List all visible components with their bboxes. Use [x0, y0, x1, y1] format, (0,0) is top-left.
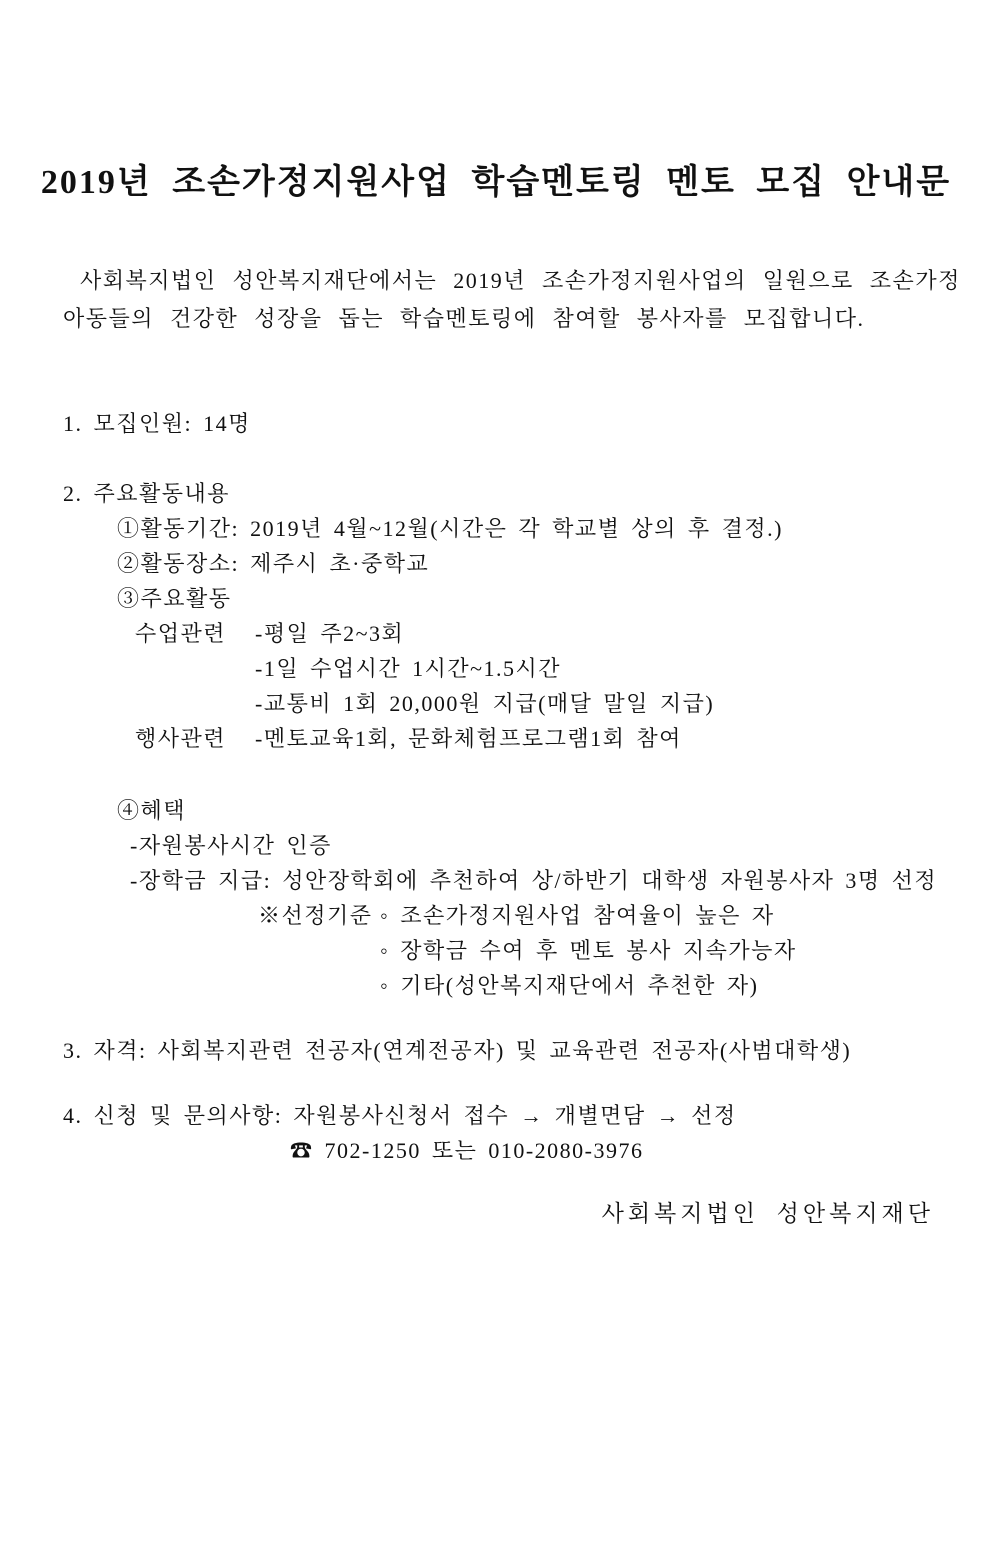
- section-1-recruitment-count: 1. 모집인원: 14명: [63, 411, 251, 436]
- section-2-item-3-heading: ③주요활동: [117, 586, 232, 611]
- criteria-label: ※선정기준: [258, 903, 373, 928]
- section-2-item-1-period: ①활동기간: 2019년 4월~12월(시간은 각 학교별 상의 후 결정.): [117, 516, 783, 541]
- class-activity-item-1: -평일 주2~3회: [255, 621, 405, 646]
- criteria-row: [0, 898, 992, 933]
- class-activity-item-3: -교통비 1회 20,000원 지급(매달 말일 지급): [255, 691, 715, 716]
- event-activity-label: 행사관련: [135, 726, 227, 751]
- footer-organization-name: 사회복지법인 성안복지재단: [601, 1201, 934, 1226]
- section-2-heading: 2. 주요활동내용: [63, 481, 231, 506]
- event-activity-row: [0, 721, 992, 756]
- document-title: 2019년 조손가정지원사업 학습멘토링 멘토 모집 안내문: [40, 164, 952, 201]
- section-2-item-2-location: ②활동장소: 제주시 초·중학교: [117, 551, 430, 576]
- section-2-item-4-heading: ④혜택: [117, 798, 187, 823]
- benefit-item-1: -자원봉사시간 인증: [130, 833, 332, 858]
- benefit-item-2: -장학금 지급: 성안장학회에 추천하여 상/하반기 대학생 자원봉사자 3명 선정: [130, 868, 938, 893]
- criteria-item-2: ◦ 장학금 수여 후 멘토 봉사 지속가능자: [380, 938, 797, 963]
- intro-paragraph: [0, 262, 992, 338]
- document-page: [0, 162, 992, 1565]
- criteria-item-1: ◦ 조손가정지원사업 참여율이 높은 자: [380, 903, 775, 928]
- section-3-qualification: 3. 자격: 사회복지관련 전공자(연계전공자) 및 교육관련 전공자(사범대학생): [63, 1038, 852, 1063]
- contact-phone-line: ☎ 702-1250 또는 010-2080-3976: [290, 1138, 644, 1163]
- class-activity-label: 수업관련: [135, 621, 227, 646]
- intro-line-2: 아동들의 건강한 성장을 돕는 학습멘토링에 참여할 봉사자를 모집합니다.: [63, 306, 865, 331]
- intro-line-1: 사회복지법인 성안복지재단에서는 2019년 조손가정지원사업의 일원으로 조손가정: [80, 268, 961, 293]
- class-activity-item-2: -1일 수업시간 1시간~1.5시간: [255, 656, 561, 681]
- section-4-heading: 4. 신청 및 문의사항: 자원봉사신청서 접수 → 개별면담 → 선정: [63, 1103, 737, 1128]
- class-activity-row: [0, 616, 992, 651]
- criteria-item-3: ◦ 기타(성안복지재단에서 추천한 자): [380, 973, 759, 998]
- event-activity-item: -멘토교육1회, 문화체험프로그램1회 참여: [255, 726, 682, 751]
